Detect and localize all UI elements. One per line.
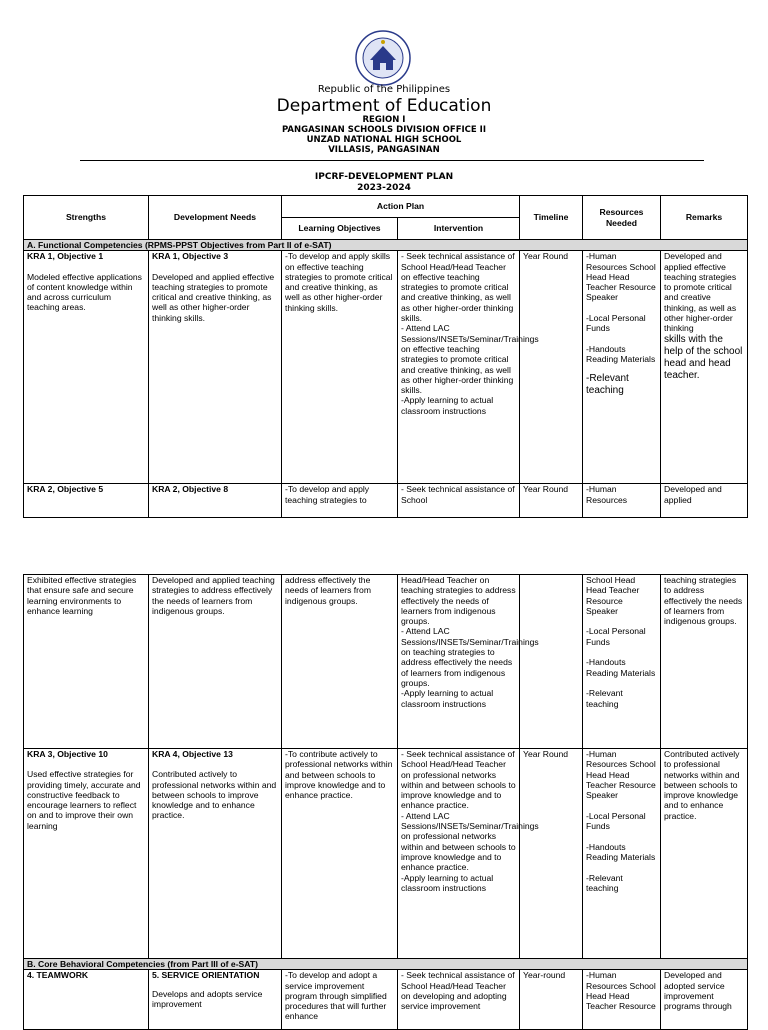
- table-row: [24, 575, 748, 749]
- timeline-cell: Year Round: [520, 749, 583, 959]
- remarks-cell: Developed and applied: [661, 484, 748, 518]
- table-row: [24, 749, 748, 959]
- strength-cell: [24, 749, 149, 959]
- resources-cell: -Human Resources School Head Head Teacher Resource: [583, 970, 661, 1030]
- need-title: 5. SERVICE ORIENTATION: [152, 970, 260, 981]
- col-timeline: Timeline: [520, 196, 583, 240]
- remarks-text: Developed and applied effective teaching strategies to promote critical and creative thinking, as well as other higher-order thinking: [664, 251, 737, 334]
- col-action-plan: Action Plan: [282, 196, 520, 218]
- section-b-heading: B. Core Behavioral Competencies (from Part III of e-SAT): [24, 959, 748, 970]
- resources-text: -Human Resources School Head Head Teacher Resource Speaker -Local Personal Funds -Handouts Reading Materials: [586, 251, 656, 365]
- resources-cell: School Head Head Teacher Resource Speaker -Local Personal Funds -Handouts Reading Materials -Relevant teaching: [583, 575, 661, 749]
- objective-cell: address effectively the needs of learners from indigenous groups.: [282, 575, 398, 749]
- strength-text: Modeled effective applications of content knowledge within and across curriculum teaching areas.: [27, 271, 142, 313]
- objective-cell: -To develop and adopt a service improvement program through simplified procedures that will further enhance: [282, 970, 398, 1030]
- need-text: Contributed actively to professional networks within and between schools to improve knowledge and to enhance practice.: [152, 769, 277, 821]
- resources-cell: -Human Resources School Head Head Teacher Resource Speaker -Local Personal Funds -Handouts Reading Materials -Relevant teaching: [583, 749, 661, 959]
- need-cell: [149, 251, 282, 484]
- deped-seal-icon: [355, 30, 411, 86]
- remarks-cell: teaching strategies to address effectively the needs of learners from indigenous groups.: [661, 575, 748, 749]
- development-plan-table-page2: [23, 574, 748, 1030]
- timeline-cell: Year Round: [520, 484, 583, 518]
- strength-cell: [24, 251, 149, 484]
- intervention-cell: - Seek technical assistance of School Head/Head Teacher on effective teaching strategies to promote critical and creative thinking, as well as other higher-order thinking skills. - Attend LAC Sessions/INSETs/Seminar/Trainings on effective teaching strategies to promote critical and creative thinking, as well as other higher-order thinking skills. -Apply learning to actual classroom instructions: [398, 251, 520, 484]
- intervention-cell: - Seek technical assistance of School Head/Head Teacher on developing and adopting service improvement: [398, 970, 520, 1030]
- need-text: Developed and applied effective teaching strategies to promote critical and creative thinking, as well as other higher-order thinking skills.: [152, 271, 275, 323]
- need-cell: [149, 970, 282, 1030]
- need-title: KRA 1, Objective 3: [152, 251, 229, 262]
- objective-cell: -To develop and apply teaching strategies to: [282, 484, 398, 518]
- intervention-cell: Head/Head Teacher on teaching strategies to address effectively the needs of learners from indigenous groups. - Attend LAC Sessions/INSETs/Seminar/Trainings on teaching strategies to address effectively the needs of learners from indigenous groups. -Apply learning to actual classroom instructions: [398, 575, 520, 749]
- need-cell: [149, 749, 282, 959]
- remarks-extra: skills with the help of the school head and head teacher.: [664, 333, 743, 381]
- plan-title-line1: IPCRF-DEVELOPMENT PLAN: [314, 172, 454, 182]
- strength-title: 4. TEAMWORK: [24, 970, 149, 1030]
- col-learning-objectives: Learning Objectives: [282, 218, 398, 240]
- need-text: Developed and applied teaching strategies to address effectively the needs of learners from indigenous groups.: [149, 575, 282, 749]
- resources-extra: -Relevant teaching: [586, 372, 629, 396]
- intervention-cell: - Seek technical assistance of School Head/Head Teacher on professional networks within and between schools to improve knowledge and to enhance practice. - Attend LAC Sessions/INSETs/Seminar/Trainings on professional networks within and between schools to improve knowledge and to enhance practice. -Apply learning to actual classroom instructions: [398, 749, 520, 959]
- resources-cell: [583, 251, 661, 484]
- need-title: KRA 2, Objective 8: [149, 484, 282, 518]
- remarks-cell: Contributed actively to professional networks within and between schools to improve knowledge and to enhance practice.: [661, 749, 748, 959]
- intervention-cell: - Seek technical assistance of School: [398, 484, 520, 518]
- timeline-cell: Year-round: [520, 970, 583, 1030]
- timeline-cell: Year Round: [520, 251, 583, 484]
- col-development-needs: Development Needs: [149, 196, 282, 240]
- strength-text: Used effective strategies for providing timely, accurate and constructive feedback to encourage learners to reflect on and to improve their own learning: [27, 769, 141, 831]
- need-title: KRA 4, Objective 13: [152, 749, 233, 759]
- location-label: VILLASIS, PANGASINAN: [328, 145, 440, 155]
- header-lines: [0, 115, 768, 155]
- need-text: Develops and adopts service improvement: [152, 988, 263, 1009]
- timeline-cell: [520, 575, 583, 749]
- col-strengths: Strengths: [24, 196, 149, 240]
- table-row: [24, 970, 748, 1030]
- strength-text: Exhibited effective strategies that ensure safe and secure learning environments to enhance learning: [24, 575, 149, 749]
- strength-title: KRA 3, Objective 10: [27, 749, 108, 759]
- strength-title: KRA 2, Objective 5: [24, 484, 149, 518]
- section-a-heading: A. Functional Competencies (RPMS-PPST Objectives from Part II of e-SAT): [24, 240, 748, 251]
- plan-title: [0, 172, 768, 194]
- department-title: Department of Education: [276, 96, 492, 116]
- col-resources-needed: Resources Needed: [583, 196, 661, 240]
- division-label: PANGASINAN SCHOOLS DIVISION OFFICE II: [281, 125, 487, 135]
- strength-title: KRA 1, Objective 1: [27, 251, 104, 262]
- objective-cell: -To develop and apply skills on effective teaching strategies to promote critical and creative thinking, as well as other higher-order thinking skills.: [282, 251, 398, 484]
- col-remarks: Remarks: [661, 196, 748, 240]
- resources-cell: -Human Resources: [583, 484, 661, 518]
- header-divider: [80, 160, 704, 161]
- development-plan-table-page1: [23, 195, 748, 518]
- remarks-cell: [661, 251, 748, 484]
- region-label: REGION I: [362, 115, 406, 125]
- plan-title-line2: 2023-2024: [357, 183, 411, 193]
- table-row: [24, 251, 748, 484]
- republic-label: Republic of the Philippines: [317, 84, 451, 95]
- table-row: [24, 484, 748, 518]
- school-label: UNZAD NATIONAL HIGH SCHOOL: [306, 135, 462, 145]
- objective-cell: -To contribute actively to professional networks within and between schools to improve knowledge and to enhance practice.: [282, 749, 398, 959]
- remarks-cell: Developed and adopted service improvement programs through: [661, 970, 748, 1030]
- col-intervention: Intervention: [398, 218, 520, 240]
- page-gap: [0, 540, 768, 570]
